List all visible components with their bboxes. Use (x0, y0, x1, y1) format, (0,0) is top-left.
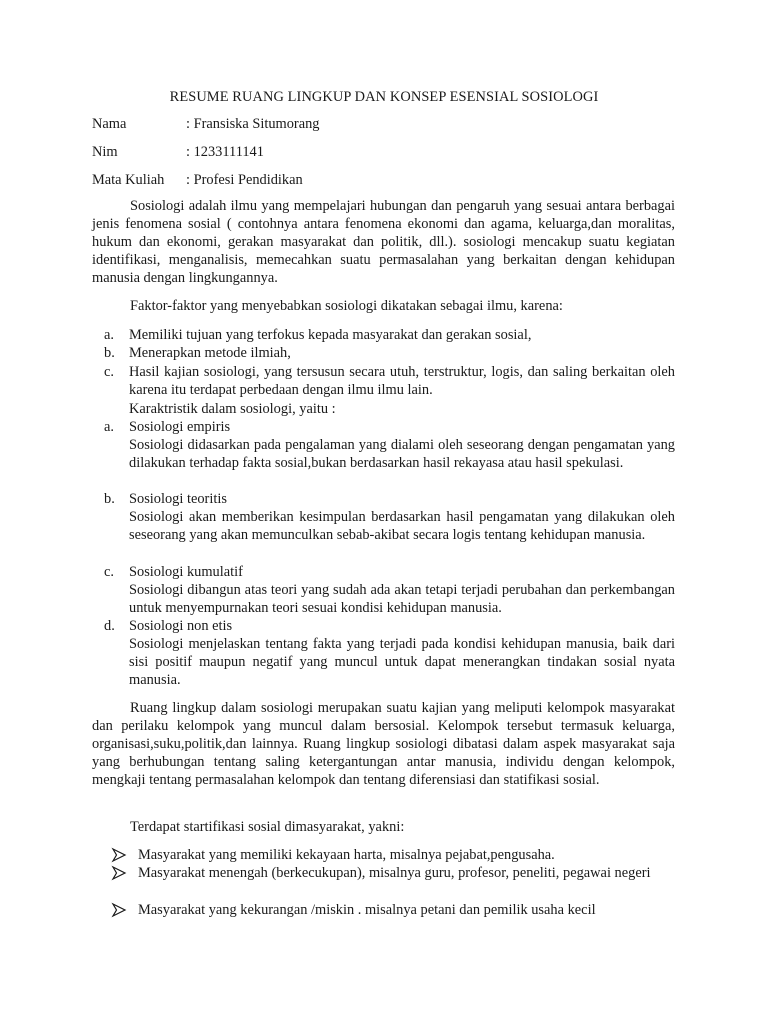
info-label: Nama (92, 116, 127, 132)
info-label: Nim (92, 144, 118, 160)
factor-item: Menerapkan metode ilmiah, (129, 345, 291, 361)
factor-item: Memiliki tujuan yang terfokus kepada masyarakat dan gerakan sosial, (129, 327, 532, 343)
list-marker: d. (104, 618, 115, 634)
info-value: : Profesi Pendidikan (186, 172, 303, 188)
list-marker: c. (104, 564, 114, 580)
factors-intro: Faktor-faktor yang menyebabkan sosiologi dikatakan sebagai ilmu, karena: (130, 298, 563, 314)
factor-item: Hasil kajian sosiologi, yang tersusun secara utuh, terstruktur, logis, dan saling berkaitan oleh karena itu terdapat perbedaan dengan ilmu ilmu lain. (129, 364, 675, 398)
characteristic-name: Sosiologi non etis (129, 618, 233, 634)
info-value: : Fransiska Situmorang (186, 116, 320, 132)
characteristic-name: Sosiologi teoritis (129, 491, 227, 507)
stratum-item: Masyarakat yang kekurangan /miskin . misalnya petani dan pemilik usaha kecil (138, 902, 596, 918)
characteristic-desc: Sosiologi didasarkan pada pengalaman yang dialami oleh seseorang dengan pengamatan yang dilakukan terhadap fakta sosial,bukan berdasarkan hasil rekayasa atau hasil spekulasi. (129, 437, 675, 471)
list-marker: b. (104, 491, 115, 507)
scope-paragraph: Ruang lingkup dalam sosiologi merupakan suatu kajian yang meliputi kelompok masyarakat dan perilaku kelompok yang muncul dalam bersosial. Kelompok tersebut termasuk keluarga, organisasi,suku,politik,dan lainnya. Ruang lingkup sosiologi dibatasi dalam aspek masyarakat saja yang berhubungan tentang saling ketergantungan antar manusia, individu dengan kelompok, mengkaji tentang permasalahan kelompok dan tentang diferensiasi dan statifikasi sosial. (92, 700, 675, 788)
characteristic-desc: Sosiologi menjelaskan tentang fakta yang terjadi pada kondisi kehidupan manusia, baik dari sisi positif maupun negatif yang muncul untuk dapat menerangkan tindakan sosial nyata manusia. (129, 636, 675, 688)
characteristic-name: Sosiologi empiris (129, 419, 231, 435)
characteristics-intro: Karaktristik dalam sosiologi, yaitu : (129, 401, 336, 417)
intro-paragraph: Sosiologi adalah ilmu yang mempelajari hubungan dan pengaruh yang sesuai antara berbagai jenis fenomena sosial ( contohnya antara fenomena ekonomi dan agama, keluarga,dan moralitas, hukum dan ekonomi, gerakan masyarakat dan politik, dll.). sosiologi mencakup suatu kegiatan identifikasi, menganalisis, memecahkan suatu permasalahan yang berkaitan dengan kehidupan manusia dengan lingkungannya. (92, 198, 675, 286)
arrow-bullet-icon (111, 864, 127, 882)
characteristic-name: Sosiologi kumulatif (129, 564, 243, 580)
document-title: RESUME RUANG LINGKUP DAN KONSEP ESENSIAL SOSIOLOGI (169, 89, 599, 105)
characteristic-desc: Sosiologi dibangun atas teori yang sudah ada akan tetapi terjadi perubahan dan perkembangan untuk menyempurnakan teori sesuai kondisi kehidupan manusia. (129, 582, 675, 616)
arrow-bullet-icon (111, 846, 127, 864)
info-value: : 1233111141 (186, 144, 264, 160)
list-marker: a. (104, 419, 114, 435)
stratum-item: Masyarakat yang memiliki kekayaan harta, misalnya pejabat,pengusaha. (138, 847, 555, 863)
characteristic-desc: Sosiologi akan memberikan kesimpulan berdasarkan hasil pengamatan yang dilakukan oleh seseorang yang akan memunculkan sebab-akibat secara logis tentang kehidupan manusia. (129, 509, 675, 543)
stratum-item: Masyarakat menengah (berkecukupan), misalnya guru, profesor, peneliti, pegawai negeri (138, 865, 651, 881)
list-marker: b. (104, 345, 115, 361)
arrow-bullet-icon (111, 901, 127, 919)
list-marker: a. (104, 327, 114, 343)
info-label: Mata Kuliah (92, 172, 165, 188)
list-marker: c. (104, 364, 114, 380)
stratification-intro: Terdapat startifikasi sosial dimasyarakat, yakni: (130, 819, 405, 835)
